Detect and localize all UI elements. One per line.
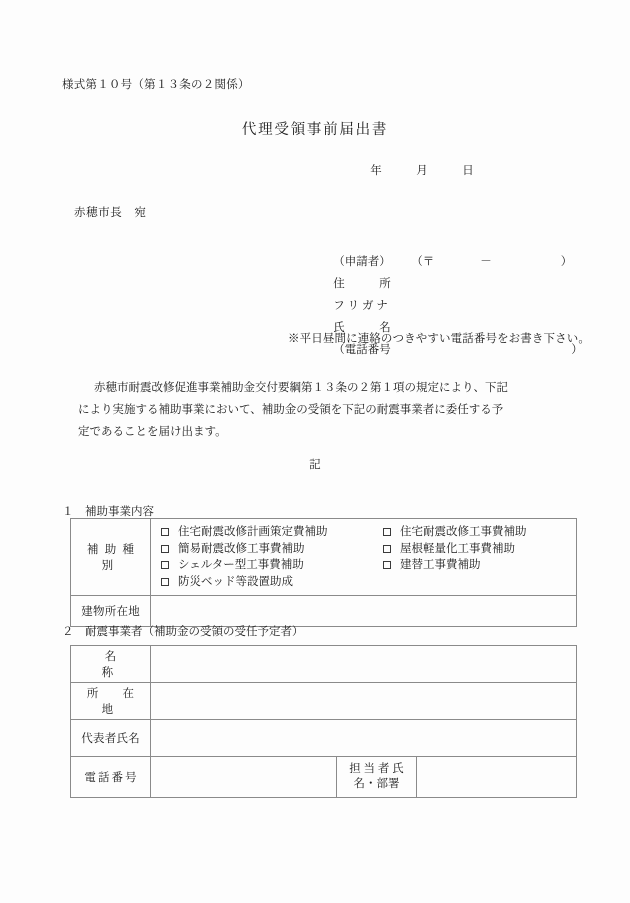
checkbox-icon[interactable] [383,545,391,553]
subsidy-content-table [70,518,577,627]
body-paragraph [78,377,578,443]
staff-label-line-2: 名・部署 [353,778,400,790]
contractor-table [70,645,577,798]
contractor-address-label-cell [71,683,159,720]
checkbox-icon[interactable] [383,528,391,536]
date-line: 年 月 日 [370,165,474,177]
contractor-name-label: 名 称 [101,651,177,679]
staff-name-dept-value-cell[interactable] [417,757,577,798]
table-row [71,519,577,596]
section-2-heading: ２ 耐震事業者（補助金の受領の受任予定者） [62,626,304,638]
table-row [71,757,577,798]
checkbox-icon[interactable] [161,578,169,586]
phone-note: ※平日昼間に連絡のつきやすい電話番号をお書き下さい。 [288,333,590,345]
checkbox-icon[interactable] [161,545,169,553]
contractor-name-value-cell[interactable] [151,646,577,683]
table-row [71,683,577,720]
contractor-phone-label-cell [71,757,151,798]
subsidy-type-label-cell [71,519,151,596]
checkbox-option-3[interactable] [161,541,383,558]
checkbox-row [161,524,576,541]
contractor-phone-value-cell[interactable] [151,757,337,798]
checkbox-row [161,541,576,558]
building-location-label-cell [71,596,151,627]
checkbox-label: 建替工事費補助 [400,559,481,571]
checkbox-option-1[interactable] [161,524,383,541]
body-line-3: 定であることを届け出ます。 [78,426,227,438]
page-title: 代理受領事前届出書 [241,122,389,138]
checkbox-label: 住宅耐震改修工事費補助 [400,526,527,538]
contractor-name-label-cell [71,646,177,683]
checkbox-row [161,557,576,574]
phone-close-paren: ） [571,344,583,356]
checkbox-row [161,574,576,591]
applicant-label: （申請者） [333,256,391,268]
checkbox-label: 屋根軽量化工事費補助 [400,542,515,555]
section-1-heading: １ 補助事業内容 [62,506,154,518]
checkbox-label: 防災ベッド等設置助成 [178,575,293,588]
staff-label-line-1: 担 当 者 氏 [349,763,404,775]
table-row [71,596,577,627]
body-line-2: により実施する補助事業において、補助金の受領を下記の耐震事業者に委任する予 [78,404,504,416]
table-row [71,646,577,683]
checkbox-option-2[interactable] [383,524,527,541]
applicant-postal-row [316,229,583,268]
checkbox-option-5[interactable] [161,557,383,574]
checkbox-option-4[interactable] [383,541,515,558]
checkbox-icon[interactable] [161,561,169,569]
name-label: 氏 名 [333,322,391,334]
checkbox-option-6[interactable] [383,557,481,574]
representative-name-label-cell [71,720,151,757]
checkbox-label: 簡易耐震改修工事費補助 [178,542,305,555]
checkbox-label: シェルター型工事費補助 [178,559,304,571]
body-line-1: 赤穂市耐震改修促進事業補助金交付要綱第１３条の２第１項の規定により、下記 [94,382,508,394]
subsidy-type-checkbox-cell [151,519,577,596]
representative-name-label: 代表者氏名 [81,733,140,745]
contractor-phone-label: 電話番号 [84,772,139,784]
building-location-label: 建物所在地 [81,606,140,618]
table-row [71,720,577,757]
checkbox-option-7[interactable] [161,574,383,591]
representative-name-value-cell[interactable] [151,720,577,757]
staff-name-dept-label-cell [337,757,417,798]
subsidy-type-label: 補助種別 [86,544,141,572]
form-number: 様式第１０号（第１３条の２関係） [62,79,250,91]
checkbox-label: 住宅耐震改修計画策定費補助 [178,526,328,538]
checkbox-icon[interactable] [383,561,391,569]
checkbox-icon[interactable] [161,528,169,536]
contractor-address-value-cell[interactable] [151,683,577,720]
building-location-value-cell[interactable] [151,596,577,627]
ki-marker: 記 [309,459,321,471]
contractor-address-label: 所 在 地 [86,688,159,716]
address-label: 住 所 [333,278,391,290]
phone-label: （電話番号 [333,344,391,356]
furigana-label: フ リ ガ ナ [333,300,388,312]
addressee: 赤穂市長 宛 [74,207,147,219]
postal-code-field[interactable]: （〒 － ） [411,256,573,268]
